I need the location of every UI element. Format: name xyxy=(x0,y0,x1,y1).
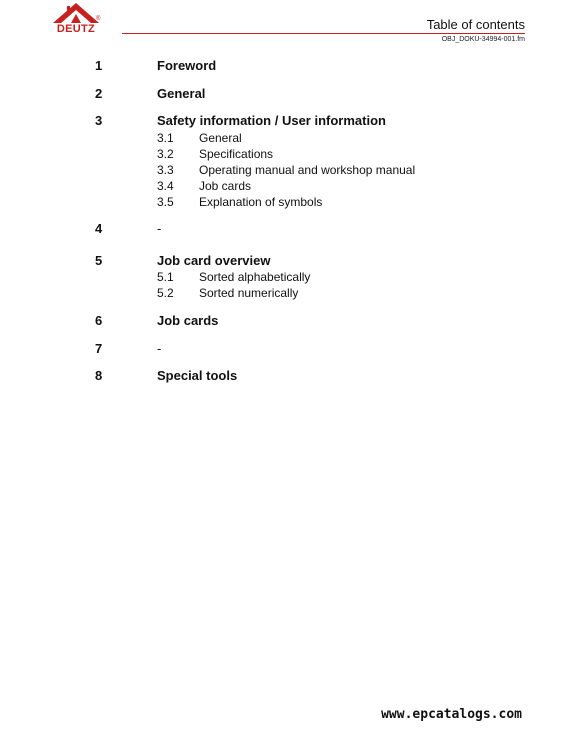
deutz-logo xyxy=(50,2,104,36)
page-title: Table of contents xyxy=(426,17,525,32)
deutz-mark-icon xyxy=(50,2,102,24)
toc-subsection[interactable] xyxy=(0,194,572,210)
subsection-number: 3.3 xyxy=(157,163,174,177)
toc-subsection[interactable] xyxy=(0,146,572,162)
toc-subsection[interactable] xyxy=(0,130,572,146)
chapter-number: 5 xyxy=(95,253,103,268)
subsection-title[interactable]: Specifications xyxy=(199,147,274,161)
chapter-title[interactable]: Job cards xyxy=(157,313,219,328)
chapter-title[interactable]: Foreword xyxy=(157,58,217,73)
subsection-title[interactable]: Explanation of symbols xyxy=(199,195,323,209)
subsection-number: 5.2 xyxy=(157,286,174,300)
page-header xyxy=(0,0,572,50)
chapter-number: 1 xyxy=(95,58,103,73)
subsection-number: 5.1 xyxy=(157,270,174,284)
footer-website-link[interactable]: www.epcatalogs.com xyxy=(381,707,522,722)
chapter-number: 6 xyxy=(95,313,103,328)
chapter-title[interactable]: Safety information / User information xyxy=(157,113,386,128)
subsection-number: 3.2 xyxy=(157,147,174,161)
subsection-title[interactable]: Sorted alphabetically xyxy=(199,270,311,284)
header-divider xyxy=(122,33,525,34)
chapter-number: 4 xyxy=(95,221,103,236)
toc-subsection[interactable] xyxy=(0,269,572,285)
chapter-title[interactable]: General xyxy=(157,86,206,101)
chapter-title[interactable]: - xyxy=(157,221,162,236)
logo-wordmark: DEUTZ xyxy=(56,23,96,35)
chapter-title[interactable]: Job card overview xyxy=(157,253,271,268)
subsection-title[interactable]: Job cards xyxy=(199,179,252,193)
subsection-number: 3.5 xyxy=(157,195,174,209)
document-id: OBJ_DOKU-34994-001.fm xyxy=(441,36,525,43)
chapter-number: 7 xyxy=(95,341,103,356)
chapter-title[interactable]: Special tools xyxy=(157,368,238,383)
subsection-title[interactable]: Sorted numerically xyxy=(199,286,299,300)
subsection-title[interactable]: Operating manual and workshop manual xyxy=(199,163,416,177)
chapter-number: 3 xyxy=(95,113,103,128)
subsection-number: 3.1 xyxy=(157,131,174,145)
subsection-title[interactable]: General xyxy=(199,131,242,145)
subsection-number: 3.4 xyxy=(157,179,174,193)
toc-subsection[interactable] xyxy=(0,285,572,301)
toc-subsection[interactable] xyxy=(0,162,572,178)
chapter-title[interactable]: - xyxy=(157,341,162,356)
chapter-number: 2 xyxy=(95,86,103,101)
chapter-number: 8 xyxy=(95,368,103,383)
toc-subsection[interactable] xyxy=(0,178,572,194)
registered-mark: ® xyxy=(96,16,101,22)
